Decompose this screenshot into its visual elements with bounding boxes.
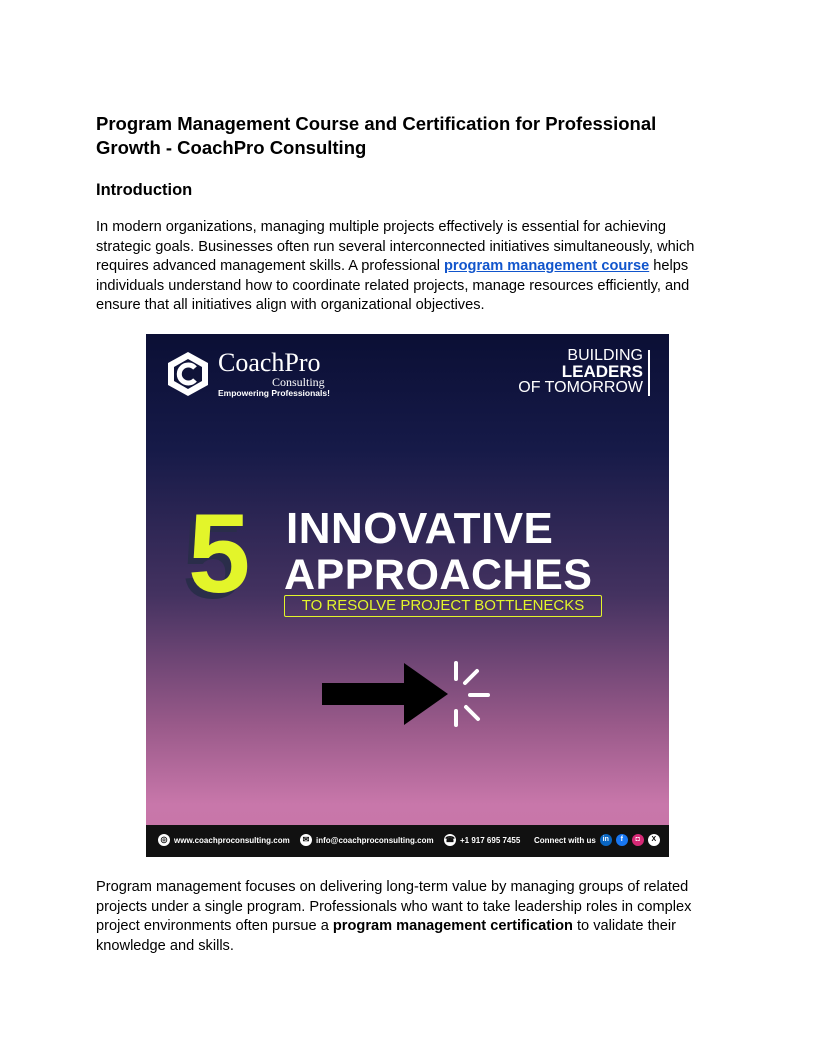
email-item xyxy=(300,834,434,846)
website-text: www.coachproconsulting.com xyxy=(174,835,290,845)
para2-text-after-bold: to validate their knowledge and skills. xyxy=(96,918,676,954)
tagline-divider xyxy=(648,350,650,396)
linkedin-icon: in xyxy=(600,834,612,846)
headline-line2: APPROACHES xyxy=(284,551,593,599)
logo-tagline: Empowering Professionals! xyxy=(218,388,330,398)
email-text: info@coachproconsulting.com xyxy=(316,835,434,845)
banner-footer xyxy=(146,825,669,857)
logo-sub: Consulting xyxy=(272,375,325,389)
connect-item xyxy=(534,834,660,846)
building-leaders-tagline xyxy=(518,348,643,396)
x-icon: X xyxy=(648,834,660,846)
section-heading: Introduction xyxy=(96,181,193,199)
program-management-paragraph xyxy=(96,878,706,956)
instagram-icon: ◘ xyxy=(632,834,644,846)
tagline-line1: BUILDING xyxy=(567,347,643,364)
email-icon: ✉ xyxy=(300,834,312,846)
intro-text-before-link: In modern organizations, managing multiple projects effectively is essential for achieving strategic goals. Businesses often run several interconnected initiatives simultaneously, which requires advanced management skills. A professional xyxy=(96,219,695,275)
website-item xyxy=(158,834,290,846)
globe-icon: ◎ xyxy=(158,834,170,846)
subheadline: TO RESOLVE PROJECT BOTTLENECKS xyxy=(284,595,602,617)
program-management-course-link[interactable]: program management course xyxy=(444,258,650,275)
tagline-line2: LEADERS xyxy=(561,362,643,381)
phone-text: +1 917 695 7455 xyxy=(460,835,521,845)
facebook-icon: f xyxy=(616,834,628,846)
arrow-icon xyxy=(320,659,500,729)
intro-paragraph xyxy=(96,218,706,316)
logo-name: CoachPro xyxy=(218,348,321,377)
phone-item xyxy=(444,834,520,846)
connect-text: Connect with us xyxy=(534,835,596,845)
tagline-line3: OF TOMORROW xyxy=(518,379,643,396)
big-number: 5 xyxy=(188,491,251,616)
coachpro-logo-icon xyxy=(164,350,212,398)
banner-image xyxy=(146,334,669,857)
program-management-certification-bold: program management certification xyxy=(332,918,573,935)
document-title: Program Management Course and Certification for Professional Growth - CoachPro Consulting xyxy=(96,113,657,158)
headline-line1: INNOVATIVE xyxy=(286,504,554,553)
intro-text-after-link: helps individuals understand how to coordinate related projects, manage resources efficiently, and ensure that all initiatives align with organizational objectives. xyxy=(96,258,690,314)
para2-text-before-bold: Program management focuses on delivering long-term value by managing groups of related projects under a single program. Professionals who want to take leadership roles in complex project environments often pursue a xyxy=(96,879,692,935)
phone-icon: ☎ xyxy=(445,835,455,844)
